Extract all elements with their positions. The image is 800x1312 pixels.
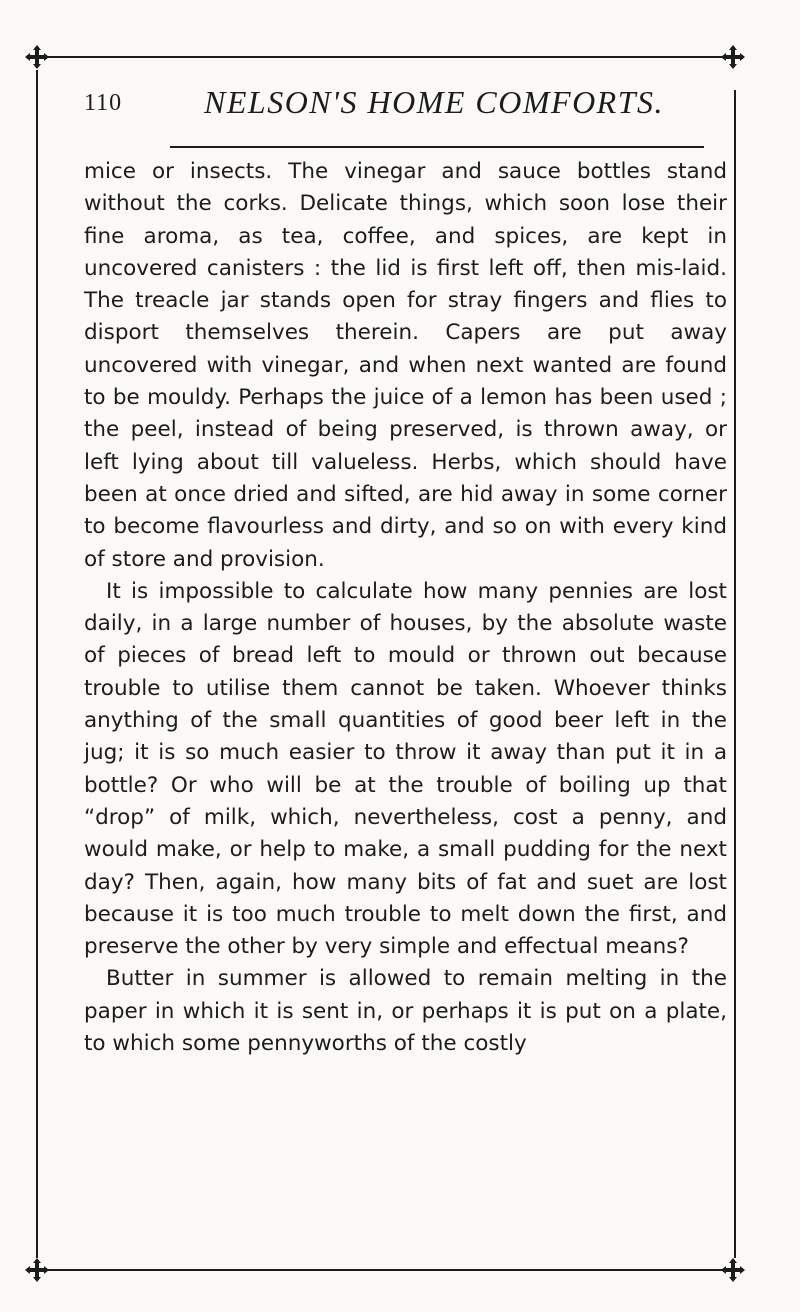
page-number: 110 [84,90,123,116]
right-border-line [734,90,736,1258]
running-header [84,84,744,124]
cross-ornament-icon [24,1257,50,1283]
paragraph: mice or insects. The vinegar and sauce bottles stand without the corks. Delicate things, which soon lose their fine aroma, as tea, coffee, and spices, are kept in uncovered canisters : the lid is first left off, then mis-laid. The treacle jar stands open for stray fingers and flies to disport themselves therein. Capers are put away uncovered with vinegar, and when next wanted are found to be mouldy. Perhaps the juice of a lemon has been used ; the peel, instead of being preserved, is thrown away, or left lying about till valueless. Herbs, which should have been at once dried and sifted, are hid away in some corner to become flavourless and dirty, and so on with every kind of store and provision. [84,159,727,572]
cross-ornament-icon [24,44,50,70]
bottom-border-line [28,1269,732,1271]
paragraph: Butter in summer is allowed to remain melting in the paper in which it is sent in, or perhaps it is put on a plate, to which some pennyworths of the costly [84,966,727,1057]
cross-ornament-icon [720,44,746,70]
left-border-line [36,70,38,1258]
body-text [84,156,727,1060]
running-title: NELSON'S HOME COMFORTS. [204,84,665,120]
top-border-line [28,56,732,58]
paragraph: It is impossible to calculate how many pennies are lost daily, in a large number of houses, by the absolute waste of pieces of bread left to mould or thrown out because trouble to utilise them cannot be taken. Whoever thinks anything of the small quantities of good beer left in the jug; it is so much easier to throw it away than put it in a bottle? Or who will be at the trouble of boiling up that “drop” of milk, which, nevertheless, cost a penny, and would make, or help to make, a small pudding for the next day? Then, again, how many bits of fat and suet are lost because it is too much trouble to melt down the first, and preserve the other by very simple and effectual means? [84,578,727,960]
header-rule [170,146,704,148]
cross-ornament-icon [720,1257,746,1283]
